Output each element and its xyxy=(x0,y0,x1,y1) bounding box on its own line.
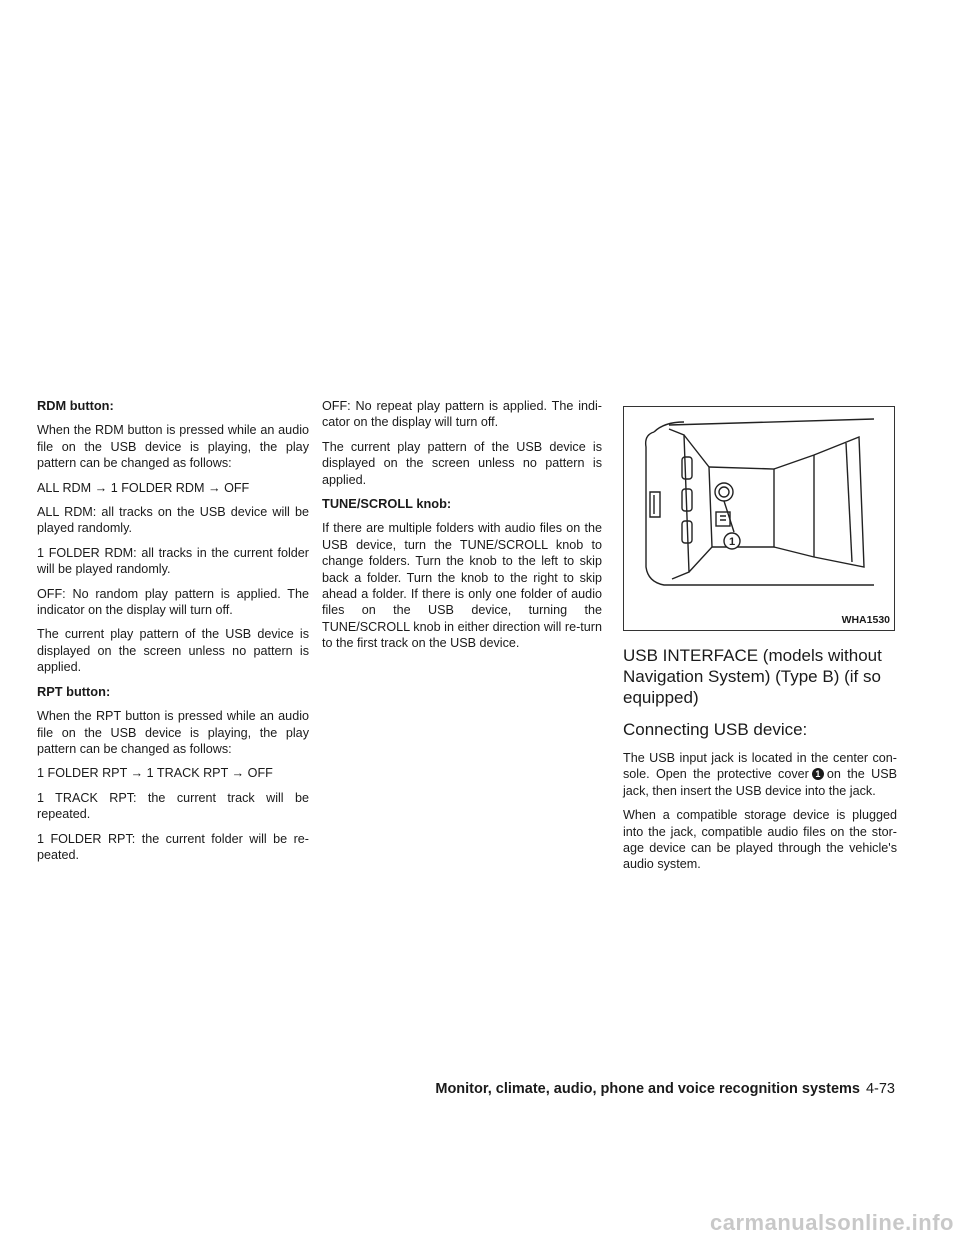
rpt-heading: RPT button: xyxy=(37,683,111,699)
connect-body-b: on the USB jack, then insert the USB device into the jack. xyxy=(623,767,897,798)
chapter-title: Monitor, climate, audio, phone and voice recognition systems xyxy=(435,1081,860,1097)
section-title: USB INTERFACE (models without Navigation System) (Type B) (if so equipped) xyxy=(623,646,882,707)
rpt-off: OFF: No repeat play pattern is applied. The indi-cator on the display will turn off. xyxy=(322,399,602,430)
rpt-sequence: 1 FOLDER RPT → 1 TRACK RPT → OFF xyxy=(37,766,273,781)
subsection-title: Connecting USB device: xyxy=(623,720,808,739)
rdm-current: The current play pattern of the USB device is displayed on the screen unless no pattern is applied. xyxy=(37,627,309,675)
connect-body-a: The USB input jack is located in the center con-sole. Open the protective cover xyxy=(623,751,897,782)
rpt-current: The current play pattern of the USB device is displayed on the screen unless no pattern is applied. xyxy=(322,439,602,487)
rdm-sequence: ALL RDM → 1 FOLDER RDM → OFF xyxy=(37,480,250,495)
connect-body xyxy=(623,750,897,799)
figure-code: WHA1530 xyxy=(841,613,890,626)
right-column xyxy=(623,398,897,881)
rdm-heading: RDM button: xyxy=(37,398,114,413)
tune-heading: TUNE/SCROLL knob: xyxy=(322,496,452,512)
compatible-body: When a compatible storage device is plugged into the jack, compatible audio files on the stor-age device can be played through the vehicle's audio system. xyxy=(623,808,897,872)
rdm-folder: 1 FOLDER RDM: all tracks in the current folder will be played randomly. xyxy=(37,545,309,577)
page-footer xyxy=(435,1081,895,1097)
callout-1-icon: 1 xyxy=(812,768,824,780)
site-watermark: carmanualsonline.info xyxy=(710,1210,954,1235)
figure-callout-1: 1 xyxy=(728,536,736,548)
tune-body: If there are multiple folders with audio files on the USB device, turn the TUNE/SCROLL knob to change folders. Turn the knob to the left to skip back a folder. Turn the knob to the right to skip ahead a folder. If there is only one folder of audio files on the USB device, turning the TUNE/SCROLL knob in either direction will re-turn to the first track on the USB device. xyxy=(322,521,602,651)
rpt-intro: When the RPT button is pressed while an audio file on the USB device is playing, the play pattern can be changed as follows: xyxy=(37,709,309,756)
usb-jack-illustration xyxy=(623,406,895,631)
rdm-all: ALL RDM: all tracks on the USB device will be played randomly. xyxy=(37,505,309,536)
rdm-off: OFF: No random play pattern is applied. The indicator on the display will turn off. xyxy=(37,586,309,618)
rdm-intro: When the RDM button is pressed while an audio file on the USB device is playing, the play pattern can be changed as follows: xyxy=(37,423,309,471)
middle-column xyxy=(322,398,602,660)
console-drawing xyxy=(624,407,894,630)
rpt-folder: 1 FOLDER RPT: the current folder will be re-peated. xyxy=(37,831,309,862)
left-column xyxy=(37,398,309,871)
page-number: 4-73 xyxy=(865,1081,895,1097)
rpt-track: 1 TRACK RPT: the current track will be repeated. xyxy=(37,790,309,822)
